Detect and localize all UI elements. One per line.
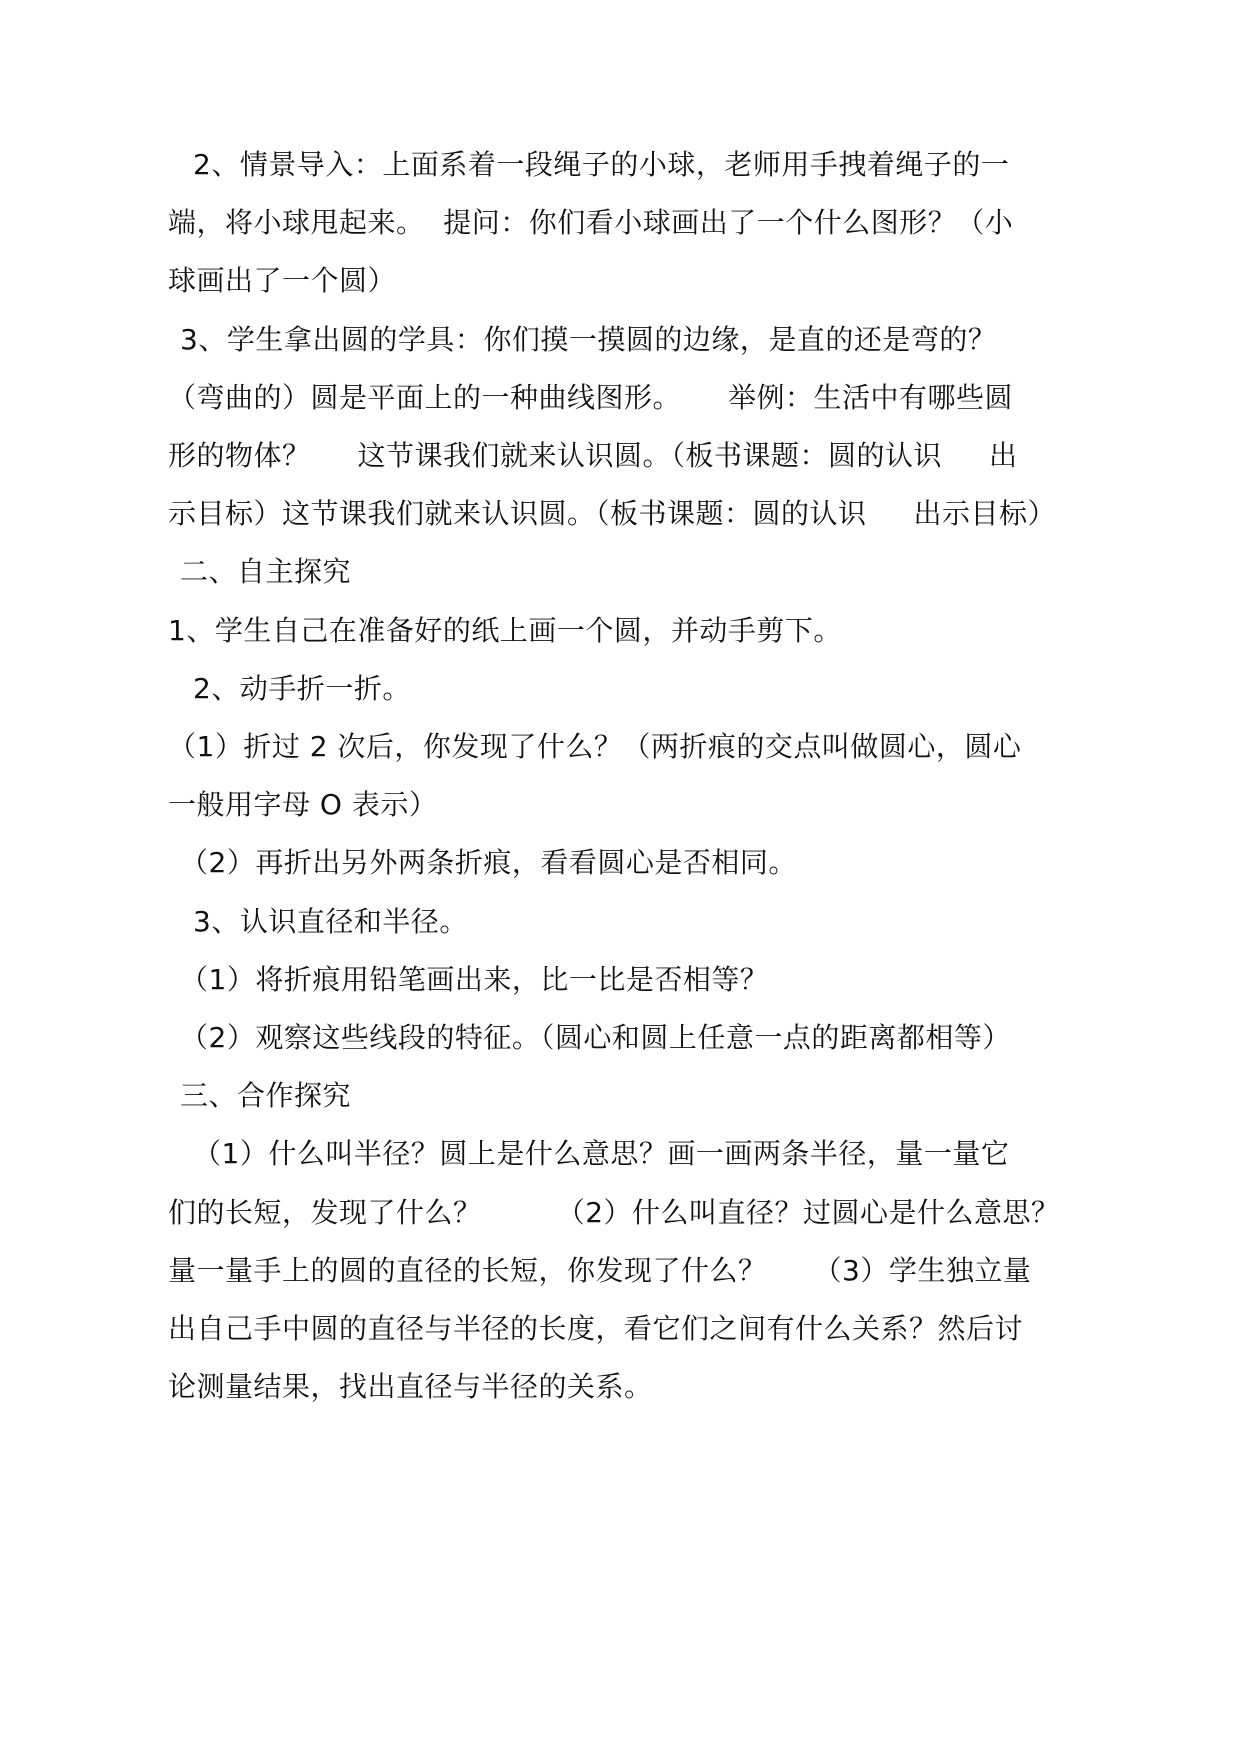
text-line-22: 论测量结果，找出直径与半径的关系。 bbox=[168, 1370, 653, 1403]
text-line-16: （2）观察这些线段的特征。（圆心和圆上任意一点的距离都相等） bbox=[180, 1021, 1011, 1054]
text-line-10: 2、动手折一折。 bbox=[193, 672, 411, 705]
text-line-3: 球画出了一个圆） bbox=[168, 264, 397, 297]
text-line-13: （2）再折出另外两条折痕，看看圆心是否相同。 bbox=[180, 846, 797, 879]
text-line-4: 3、学生拿出圆的学具：你们摸一摸圆的边缘，是直的还是弯的？ bbox=[180, 323, 997, 356]
text-line-18: （1）什么叫半径？圆上是什么意思？画一画两条半径，量一量它 bbox=[193, 1137, 1010, 1170]
text-line-1: 2、情景导入：上面系着一段绳子的小球，老师用手拽着绳子的一 bbox=[193, 148, 1010, 181]
text-line-9: 1、学生自己在准备好的纸上画一个圆，并动手剪下。 bbox=[168, 614, 842, 647]
text-line-12: 一般用字母 O 表示） bbox=[168, 788, 438, 821]
text-line-5: （弯曲的）圆是平面上的一种曲线图形。 举例：生活中有哪些圆 bbox=[168, 381, 1014, 414]
text-line-15: （1）将折痕用铅笔画出来，比一比是否相等？ bbox=[180, 963, 769, 996]
text-line-6: 形的物体？ 这节课我们就来认识圆。（板书课题：圆的认识 出 bbox=[168, 439, 1018, 472]
section-heading-3: 三、合作探究 bbox=[180, 1079, 352, 1112]
text-line-21: 出自己手中圆的直径与半径的长度，看它们之间有什么关系？然后讨 bbox=[168, 1312, 1024, 1345]
text-line-11: （1）折过 2 次后，你发现了什么？（两折痕的交点叫做圆心，圆心 bbox=[168, 730, 1022, 763]
text-line-14: 3、认识直径和半径。 bbox=[193, 905, 468, 938]
text-line-7: 示目标）这节课我们就来认识圆。（板书课题：圆的认识 出示目标） bbox=[168, 497, 1057, 530]
text-line-19: 们的长短，发现了什么？ （2）什么叫直径？过圆心是什么意思？ bbox=[168, 1196, 1060, 1229]
text-line-20: 量一量手上的圆的直径的长短，你发现了什么？ （3）学生独立量 bbox=[168, 1254, 1032, 1287]
text-line-2: 端，将小球甩起来。 提问：你们看小球画出了一个什么图形？（小 bbox=[168, 206, 1014, 239]
section-heading-2: 二、自主探究 bbox=[180, 555, 352, 588]
